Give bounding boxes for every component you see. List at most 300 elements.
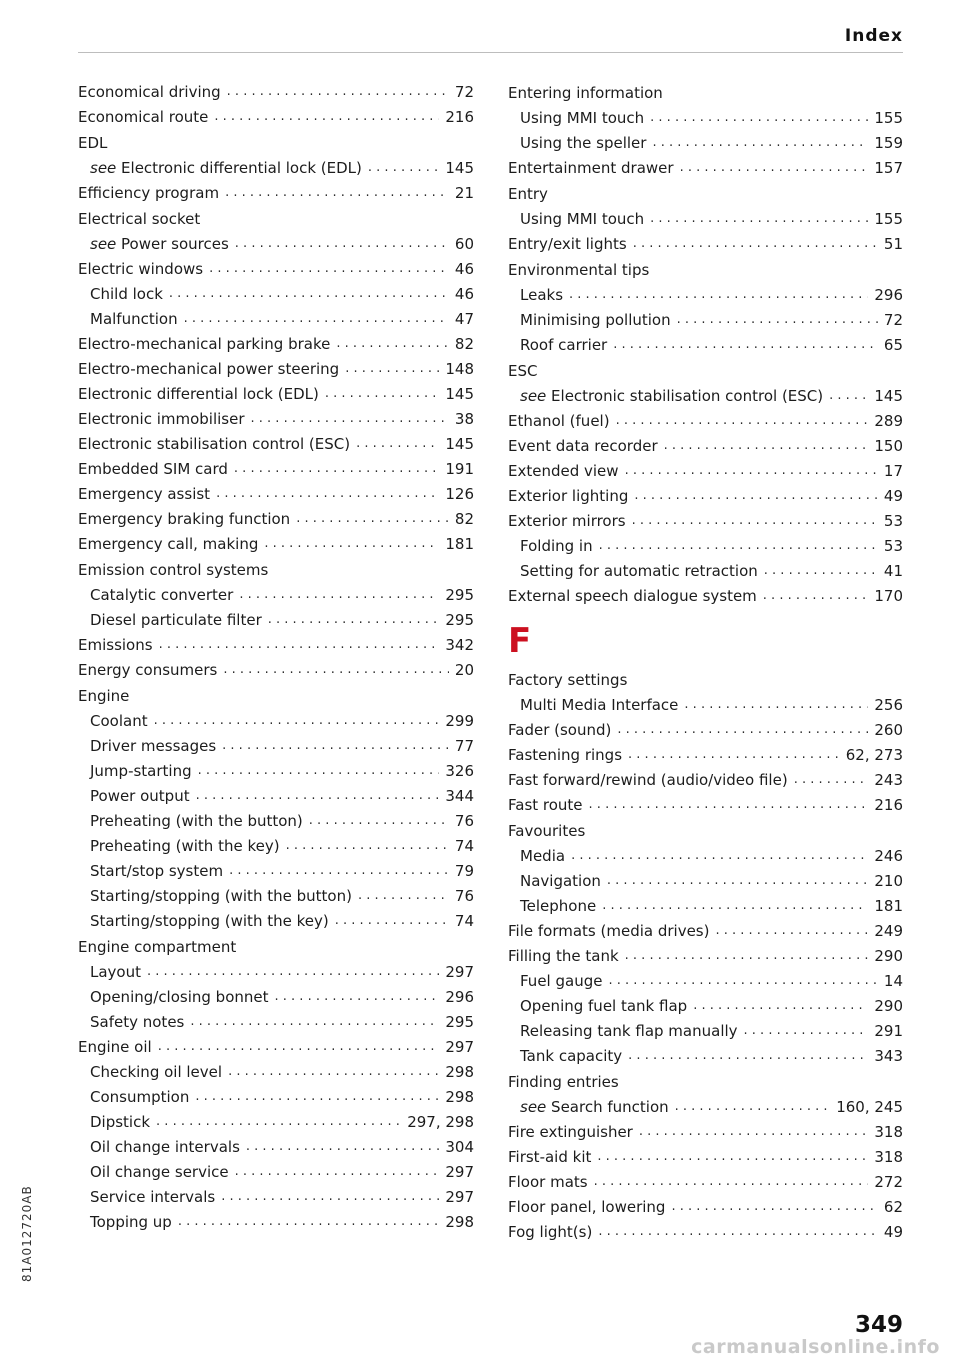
index-entry-text <box>508 721 611 739</box>
index-subentry <box>508 304 903 329</box>
leader-dots <box>650 210 868 228</box>
index-entry-label: Power sources <box>116 235 229 253</box>
page-reference: 170 <box>874 587 903 605</box>
see-reference: see <box>520 387 547 405</box>
index-subentry <box>508 102 903 127</box>
index-entry-label: Electronic stabilisation control (ESC) <box>78 435 351 453</box>
index-entry-label: Floor panel, lowering <box>508 1198 666 1216</box>
leader-dots <box>246 1138 439 1156</box>
page-reference: 145 <box>445 435 474 453</box>
page-reference: 297 <box>445 1038 474 1056</box>
page-reference: 72 <box>883 311 903 329</box>
index-entry <box>508 814 903 840</box>
index-entry <box>508 480 903 505</box>
index-entry-text <box>90 812 303 830</box>
index-entry-label: Entering information <box>508 84 663 102</box>
leader-dots <box>594 1173 869 1191</box>
leader-dots <box>296 510 449 528</box>
index-entry-text <box>90 1088 189 1106</box>
index-subentry <box>508 890 903 915</box>
index-entry-text <box>78 938 236 956</box>
leader-dots <box>190 1013 439 1031</box>
index-entry-text <box>508 1123 633 1141</box>
page-reference: 297 <box>445 1188 474 1206</box>
index-entry-text <box>78 260 203 278</box>
leader-dots <box>159 636 440 654</box>
index-subentry <box>78 1006 474 1031</box>
index-entry-text <box>520 134 646 152</box>
index-entry <box>508 764 903 789</box>
index-entry-text <box>508 1148 591 1166</box>
index-entry-label: Extended view <box>508 462 619 480</box>
page-reference: 298 <box>445 1213 474 1231</box>
page-reference: 318 <box>874 1148 903 1166</box>
leader-dots <box>325 385 440 403</box>
page-reference: 289 <box>874 412 903 430</box>
index-entry-text <box>78 636 153 654</box>
index-entry-text <box>90 611 262 629</box>
index-entry <box>508 714 903 739</box>
index-entry-label: Opening/closing bonnet <box>90 988 269 1006</box>
index-entry-text <box>90 235 229 253</box>
leader-dots <box>178 1213 440 1231</box>
page-reference: 191 <box>445 460 474 478</box>
page-reference: 20 <box>454 661 474 679</box>
page-reference: 155 <box>874 210 903 228</box>
index-subentry <box>78 1131 474 1156</box>
index-entry-label: Multi Media Interface <box>520 696 679 714</box>
page-reference: 51 <box>883 235 903 253</box>
index-entry <box>78 629 474 654</box>
page-reference: 49 <box>883 1223 903 1241</box>
page-reference: 62, 273 <box>845 746 903 764</box>
index-entry <box>508 76 903 102</box>
leader-dots <box>607 872 868 890</box>
page-reference: 21 <box>454 184 474 202</box>
index-entry-text <box>90 285 163 303</box>
index-entry-label: Emergency braking function <box>78 510 291 528</box>
index-entry-text <box>520 897 596 915</box>
index-subentry <box>508 865 903 890</box>
page-reference: 41 <box>883 562 903 580</box>
page-reference: 47 <box>454 310 474 328</box>
index-entry-text <box>90 1163 229 1181</box>
index-entry-text <box>508 746 622 764</box>
index-entry-text <box>90 787 190 805</box>
leader-dots <box>222 737 449 755</box>
index-entry-label: Malfunction <box>90 310 178 328</box>
index-entry-label: Opening fuel tank flap <box>520 997 688 1015</box>
index-entry-text <box>78 385 319 403</box>
leader-dots <box>794 771 869 789</box>
page-reference: 260 <box>874 721 903 739</box>
leader-dots <box>196 787 440 805</box>
index-subentry <box>78 604 474 629</box>
page-reference: 82 <box>454 510 474 528</box>
leader-dots <box>715 922 868 940</box>
page-reference: 342 <box>445 636 474 654</box>
index-entry <box>78 101 474 126</box>
index-subentry <box>78 780 474 805</box>
index-entry-text <box>520 210 644 228</box>
page-reference: 72 <box>454 83 474 101</box>
page-reference: 344 <box>445 787 474 805</box>
index-entry-text <box>90 988 269 1006</box>
leader-dots <box>677 311 878 329</box>
index-entry <box>508 663 903 689</box>
index-entry-text <box>508 822 585 840</box>
page-reference: 326 <box>445 762 474 780</box>
index-entry <box>508 455 903 480</box>
index-entry-text <box>520 872 601 890</box>
index-entry-label: Service intervals <box>90 1188 216 1206</box>
index-entry-label: Start/stop system <box>90 862 224 880</box>
page-reference: 38 <box>454 410 474 428</box>
index-entry-label: Electric windows <box>78 260 204 278</box>
index-entry-label: Folding in <box>520 537 593 555</box>
leader-dots <box>829 387 868 405</box>
index-entry-label: Entry <box>508 185 548 203</box>
index-entry-text <box>90 1063 222 1081</box>
index-entry-label: Layout <box>90 963 141 981</box>
leader-dots <box>235 235 449 253</box>
index-entry <box>508 152 903 177</box>
index-entry-label: Engine <box>78 687 130 705</box>
index-entry-label: Setting for automatic retraction <box>520 562 758 580</box>
index-entry <box>78 428 474 453</box>
index-entry-label: Emission control systems <box>78 561 269 579</box>
index-entry-label: External speech dialogue system <box>508 587 757 605</box>
index-entry <box>78 328 474 353</box>
page-reference: 181 <box>445 535 474 553</box>
index-entry-text <box>78 687 129 705</box>
index-subentry <box>78 1056 474 1081</box>
page-reference: 304 <box>445 1138 474 1156</box>
page-reference: 76 <box>454 887 474 905</box>
page-number: 349 <box>854 1312 903 1338</box>
index-entry-text <box>508 185 548 203</box>
leader-dots <box>628 746 840 764</box>
index-entry <box>78 528 474 553</box>
index-entry-label: Driver messages <box>90 737 217 755</box>
index-entry <box>508 505 903 530</box>
index-entry-label: Fire extinguisher <box>508 1123 633 1141</box>
page-reference: 181 <box>874 897 903 915</box>
see-reference: see <box>90 159 117 177</box>
page-reference: 216 <box>445 108 474 126</box>
index-entry-label: Exterior lighting <box>508 487 629 505</box>
page-reference: 295 <box>445 586 474 604</box>
leader-dots <box>625 947 869 965</box>
page-reference: 60 <box>454 235 474 253</box>
index-entry-text <box>90 586 233 604</box>
index-entry-label: Environmental tips <box>508 261 650 279</box>
page-reference: 297, 298 <box>407 1113 474 1131</box>
index-entry-text <box>508 922 709 940</box>
leader-dots <box>234 460 439 478</box>
page-reference: 77 <box>454 737 474 755</box>
index-entry-label: Coolant <box>90 712 148 730</box>
page-reference: 295 <box>445 611 474 629</box>
index-entry <box>78 478 474 503</box>
index-entry-label: Catalytic converter <box>90 586 234 604</box>
index-entry-label: Starting/stopping (with the key) <box>90 912 329 930</box>
index-entry-text <box>90 1213 172 1231</box>
index-entry-text <box>508 671 627 689</box>
index-entry-label: Leaks <box>520 286 564 304</box>
page-reference: 62 <box>883 1198 903 1216</box>
index-entry-text <box>508 771 788 789</box>
page-reference: 76 <box>454 812 474 830</box>
index-column-right <box>508 76 903 1241</box>
index-entry-label: Fast route <box>508 796 583 814</box>
index-entry-text <box>78 108 208 126</box>
see-reference: see <box>520 1098 547 1116</box>
leader-dots <box>198 762 440 780</box>
index-entry <box>508 354 903 380</box>
index-entry-text <box>90 912 329 930</box>
index-entry-text <box>90 737 216 755</box>
index-entry <box>78 378 474 403</box>
index-subentry <box>78 905 474 930</box>
index-entry-text <box>508 1198 665 1216</box>
index-subentry <box>78 1106 474 1131</box>
index-entry-text <box>508 412 610 430</box>
index-entry-label: Dipstick <box>90 1113 151 1131</box>
leader-dots <box>309 812 449 830</box>
index-entry-label: Filling the tank <box>508 947 619 965</box>
index-subentry <box>508 689 903 714</box>
index-entry-label: Oil change intervals <box>90 1138 240 1156</box>
index-entry-text <box>90 712 148 730</box>
see-reference: see <box>90 235 117 253</box>
leader-dots <box>616 412 869 430</box>
index-entry-label: Embedded SIM card <box>78 460 228 478</box>
index-subentry <box>78 579 474 604</box>
index-subentry <box>78 1081 474 1106</box>
index-entry <box>508 1166 903 1191</box>
index-entry-label: Favourites <box>508 822 586 840</box>
leader-dots <box>251 410 449 428</box>
index-entry-label: Entry/exit lights <box>508 235 627 253</box>
index-entry-label: First-aid kit <box>508 1148 592 1166</box>
leader-dots <box>358 887 449 905</box>
index-entry <box>78 353 474 378</box>
page-reference: 291 <box>874 1022 903 1040</box>
leader-dots <box>650 109 868 127</box>
leader-dots <box>599 537 878 555</box>
index-entry-text <box>78 485 210 503</box>
index-entry-text <box>508 1173 588 1191</box>
leader-dots <box>744 1022 869 1040</box>
leader-dots <box>209 260 449 278</box>
page-reference: 79 <box>454 862 474 880</box>
index-subentry <box>78 956 474 981</box>
index-entry-label: Preheating (with the key) <box>90 837 280 855</box>
index-entry-label: Topping up <box>90 1213 172 1231</box>
page-reference: 295 <box>445 1013 474 1031</box>
leader-dots <box>652 134 868 152</box>
index-entry-text <box>520 286 563 304</box>
watermark: carmanualsonline.info <box>691 1336 940 1358</box>
index-subentry <box>78 1181 474 1206</box>
index-entry <box>78 654 474 679</box>
page-reference: 46 <box>454 260 474 278</box>
page-reference: 296 <box>874 286 903 304</box>
index-entry-label: Engine oil <box>78 1038 152 1056</box>
index-subentry <box>78 152 474 177</box>
page-reference: 145 <box>445 159 474 177</box>
page-reference: 150 <box>874 437 903 455</box>
index-entry-text <box>90 862 223 880</box>
index-entry-text <box>90 310 178 328</box>
index-entry <box>508 1116 903 1141</box>
page-reference: 298 <box>445 1088 474 1106</box>
leader-dots <box>214 108 439 126</box>
index-entry-label: Economical driving <box>78 83 221 101</box>
leader-dots <box>693 997 868 1015</box>
index-subentry <box>78 1156 474 1181</box>
index-entry-label: Fast forward/rewind (audio/video file) <box>508 771 788 789</box>
page-reference: 49 <box>883 487 903 505</box>
page-reference: 74 <box>454 837 474 855</box>
index-entry <box>508 739 903 764</box>
index-entry <box>508 580 903 605</box>
index-subentry <box>508 965 903 990</box>
index-entry-label: Starting/stopping (with the button) <box>90 887 352 905</box>
index-entry-label: EDL <box>78 134 108 152</box>
index-entry-text <box>78 410 245 428</box>
page-reference: 249 <box>874 922 903 940</box>
index-entry-label: Navigation <box>520 872 601 890</box>
index-subentry <box>508 279 903 304</box>
header-rule <box>78 52 903 53</box>
leader-dots <box>169 285 449 303</box>
index-entry-text <box>78 561 268 579</box>
leader-dots <box>625 462 878 480</box>
index-entry-label: Oil change service <box>90 1163 229 1181</box>
index-entry <box>78 1031 474 1056</box>
index-entry-label: Telephone <box>520 897 597 915</box>
page-reference: 145 <box>445 385 474 403</box>
page-reference: 290 <box>874 997 903 1015</box>
index-subentry <box>508 530 903 555</box>
leader-dots <box>195 1088 439 1106</box>
index-entry-label: Using MMI touch <box>520 210 645 228</box>
index-entry-text <box>508 235 627 253</box>
index-entry-text <box>78 134 107 152</box>
index-entry <box>78 202 474 228</box>
leader-dots <box>239 586 439 604</box>
index-entry-text <box>78 435 350 453</box>
index-entry-label: Electronic stabilisation control (ESC) <box>546 387 824 405</box>
index-entry <box>508 940 903 965</box>
index-entry-text <box>508 512 626 530</box>
leader-dots <box>227 83 449 101</box>
index-entry-text <box>520 1022 738 1040</box>
index-entry-text <box>78 360 339 378</box>
index-entry <box>78 403 474 428</box>
leader-dots <box>275 988 440 1006</box>
index-subentry <box>508 1040 903 1065</box>
leader-dots <box>632 512 878 530</box>
index-subentry <box>78 730 474 755</box>
index-entry <box>78 503 474 528</box>
index-entry-text <box>508 1073 619 1091</box>
index-entry-label: Energy consumers <box>78 661 218 679</box>
page-reference: 148 <box>445 360 474 378</box>
index-entry-label: Electronic immobiliser <box>78 410 245 428</box>
index-subentry <box>78 228 474 253</box>
index-subentry <box>508 380 903 405</box>
leader-dots <box>268 611 440 629</box>
index-entry-text <box>90 1188 215 1206</box>
index-entry <box>78 177 474 202</box>
index-entry-label: Jump-starting <box>90 762 192 780</box>
index-entry-label: Electronic differential lock (EDL) <box>78 385 319 403</box>
index-entry <box>508 177 903 203</box>
leader-dots <box>264 535 439 553</box>
leader-dots <box>368 159 439 177</box>
leader-dots <box>154 712 440 730</box>
index-entry-text <box>520 1047 622 1065</box>
index-entry-text <box>90 1138 240 1156</box>
leader-dots <box>671 1198 877 1216</box>
index-entry-text <box>78 1038 152 1056</box>
index-entry-text <box>508 84 663 102</box>
index-entry-label: Search function <box>546 1098 669 1116</box>
index-subentry <box>508 127 903 152</box>
index-entry-text <box>78 510 290 528</box>
index-entry-text <box>508 487 628 505</box>
index-entry <box>508 405 903 430</box>
index-entry-label: Media <box>520 847 566 865</box>
leader-dots <box>763 587 869 605</box>
index-subentry <box>78 880 474 905</box>
index-entry-label: Fog light(s) <box>508 1223 593 1241</box>
index-entry-label: Finding entries <box>508 1073 619 1091</box>
index-entry-label: Electrical socket <box>78 210 201 228</box>
index-entry <box>508 789 903 814</box>
leader-dots <box>680 159 869 177</box>
index-entry-label: Efficiency program <box>78 184 220 202</box>
index-entry-text <box>78 460 228 478</box>
index-entry-text <box>520 387 823 405</box>
leader-dots <box>617 721 868 739</box>
index-entry-label: Economical route <box>78 108 209 126</box>
index-entry-text <box>520 336 607 354</box>
index-entry-label: Power output <box>90 787 190 805</box>
leader-dots <box>345 360 439 378</box>
page-reference: 297 <box>445 1163 474 1181</box>
index-entry-text <box>508 587 757 605</box>
leader-dots <box>221 1188 439 1206</box>
index-entry-text <box>78 535 258 553</box>
leader-dots <box>336 335 449 353</box>
page-reference: 243 <box>874 771 903 789</box>
index-entry-text <box>520 972 602 990</box>
leader-dots <box>634 487 878 505</box>
index-entry-label: Event data recorder <box>508 437 658 455</box>
page-reference: 46 <box>454 285 474 303</box>
index-entry-label: Emissions <box>78 636 153 654</box>
index-entry-text <box>90 762 192 780</box>
index-subentry <box>508 990 903 1015</box>
page-reference: 272 <box>874 1173 903 1191</box>
index-entry-text <box>508 947 619 965</box>
document-code: 81A012720AB <box>20 1185 34 1282</box>
index-entry-label: Fuel gauge <box>520 972 603 990</box>
